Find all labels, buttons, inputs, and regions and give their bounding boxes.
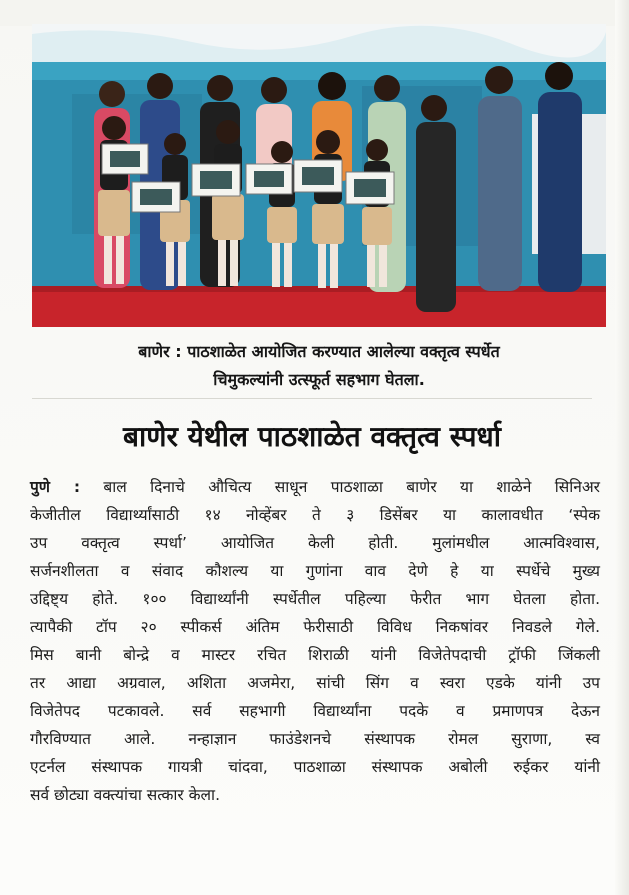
article-line-9: विजेतेपद पटकावले. सर्व सहभागी विद्यार्थ्यांना पदके व प्रमाणपत्र देऊन bbox=[30, 702, 600, 720]
caption-line-2: चिमुकल्यांनी उत्स्फूर्त सहभाग घेतला. bbox=[213, 370, 425, 389]
article-line-2: केजीतील विद्यार्थ्यांसाठी १४ नोव्हेंबर ते ३ डिसेंबर या कालावधीत ‘स्पेक bbox=[30, 506, 600, 524]
article-headline: बाणेर येथील पाठशाळेत वक्तृत्व स्पर्धा bbox=[122, 420, 502, 453]
event-photo bbox=[32, 24, 606, 327]
headline-divider bbox=[32, 398, 592, 399]
article-line-1-text: बाल दिनाचे औचित्य साधून पाठशाळा बाणेर या शाळेने सिनिअर bbox=[103, 478, 600, 496]
article-line-5: उद्दिष्ट्य होते. १०० विद्यार्थ्यांनी स्पर्धेतील पहिल्या फेरीत भाग घेतला होता. bbox=[30, 590, 600, 608]
clipping-right-edge bbox=[615, 0, 629, 895]
article-line-3: उप वक्तृत्व स्पर्धा’ आयोजित केली होती. मुलांमधील आत्मविश्वास, bbox=[30, 534, 600, 552]
photo-caption bbox=[32, 338, 606, 394]
article-dateline: पुणे : bbox=[30, 478, 81, 496]
clipping-top-edge bbox=[0, 0, 629, 26]
article-body bbox=[30, 473, 600, 809]
article-line-10: गौरविण्यात आले. नन्हाज्ञान फाउंडेशनचे संस्थापक रोमल सुराणा, स्व bbox=[30, 730, 600, 748]
article-line-11: एटर्नल संस्थापक गायत्री चांदवा, पाठशाळा संस्थापक अबोली रुईकर यांनी bbox=[30, 758, 600, 776]
article-line-8: तर आद्या अग्रवाल, अशिता अजमेरा, सांची सिंग व स्वरा एडके यांनी उप bbox=[30, 674, 600, 692]
article-line-7: मिस बानी बोन्द्रे व मास्टर रचित शिराळी यांनी विजेतेपदाची ट्रॉफी जिंकली bbox=[30, 646, 600, 664]
caption-line-1: बाणेर : पाठशाळेत आयोजित करण्यात आलेल्या वक्तृत्व स्पर्धेत bbox=[138, 342, 500, 361]
article-line-6: त्यापैकी टॉप २० स्पीकर्स अंतिम फेरीसाठी विविध निकषांवर निवडले गेले. bbox=[30, 618, 600, 636]
article-line-12: सर्व छोट्या वक्त्यांचा सत्कार केला. bbox=[30, 786, 220, 804]
article-line-1 bbox=[30, 473, 600, 501]
article-line-4: सर्जनशीलता व संवाद कौशल्य या गुणांना वाव देणे हे या स्पर्धेचे मुख्य bbox=[30, 562, 600, 580]
